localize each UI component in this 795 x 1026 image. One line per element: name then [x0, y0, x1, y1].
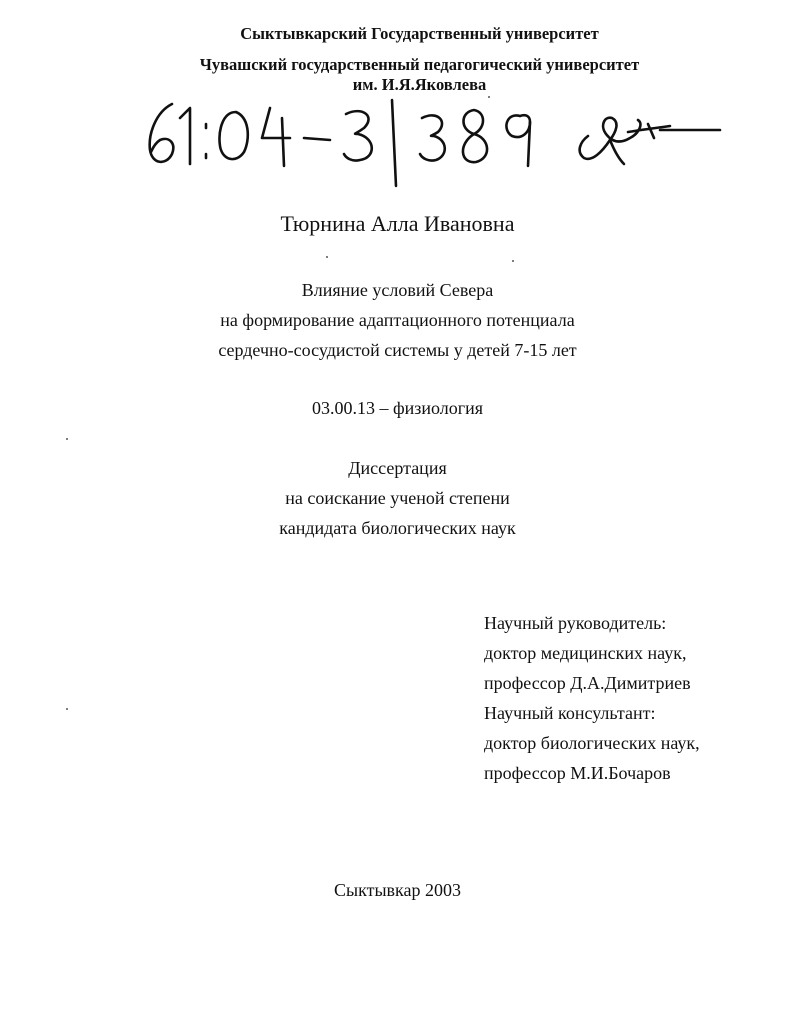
- university-name-2-honorific: им. И.Я.Яковлева: [352, 75, 487, 94]
- scan-speck: [512, 260, 514, 262]
- advisor-line: Научный консультант:: [484, 703, 656, 723]
- advisor-line: доктор медицинских наук,: [484, 643, 687, 663]
- university-name-2: Чувашский государственный педагогический университет: [199, 55, 640, 74]
- scan-speck: [326, 256, 328, 258]
- advisor-line: Научный руководитель:: [484, 613, 667, 633]
- advisor-line: профессор Д.А.Димитриев: [484, 673, 691, 693]
- degree-line-3: кандидата биологических наук: [279, 518, 516, 538]
- dissertation-title-line-1: Влияние условий Севера: [301, 280, 494, 300]
- dissertation-title-line-3: сердечно-сосудистой системы у детей 7-15 лет: [218, 340, 577, 360]
- city-year: Сыктывкар 2003: [333, 880, 462, 900]
- advisors-block: [484, 608, 700, 788]
- university-name-1: Сыктывкарский Государственный университет: [240, 24, 599, 43]
- author-name: Тюрнина Алла Ивановна: [280, 211, 515, 236]
- specialty-code: 03.00.13 – физиология: [311, 398, 484, 418]
- degree-line-2: на соискание ученой степени: [285, 488, 510, 508]
- advisor-line: профессор М.И.Бочаров: [484, 763, 671, 783]
- scan-speck: [66, 438, 68, 440]
- handwritten-archive-code: [140, 94, 740, 194]
- advisor-line: доктор биологических наук,: [484, 733, 700, 753]
- scan-speck: [66, 708, 68, 710]
- degree-line-1: Диссертация: [348, 458, 447, 478]
- scan-speck: [488, 96, 490, 98]
- dissertation-title-line-2: на формирование адаптационного потенциала: [220, 310, 575, 330]
